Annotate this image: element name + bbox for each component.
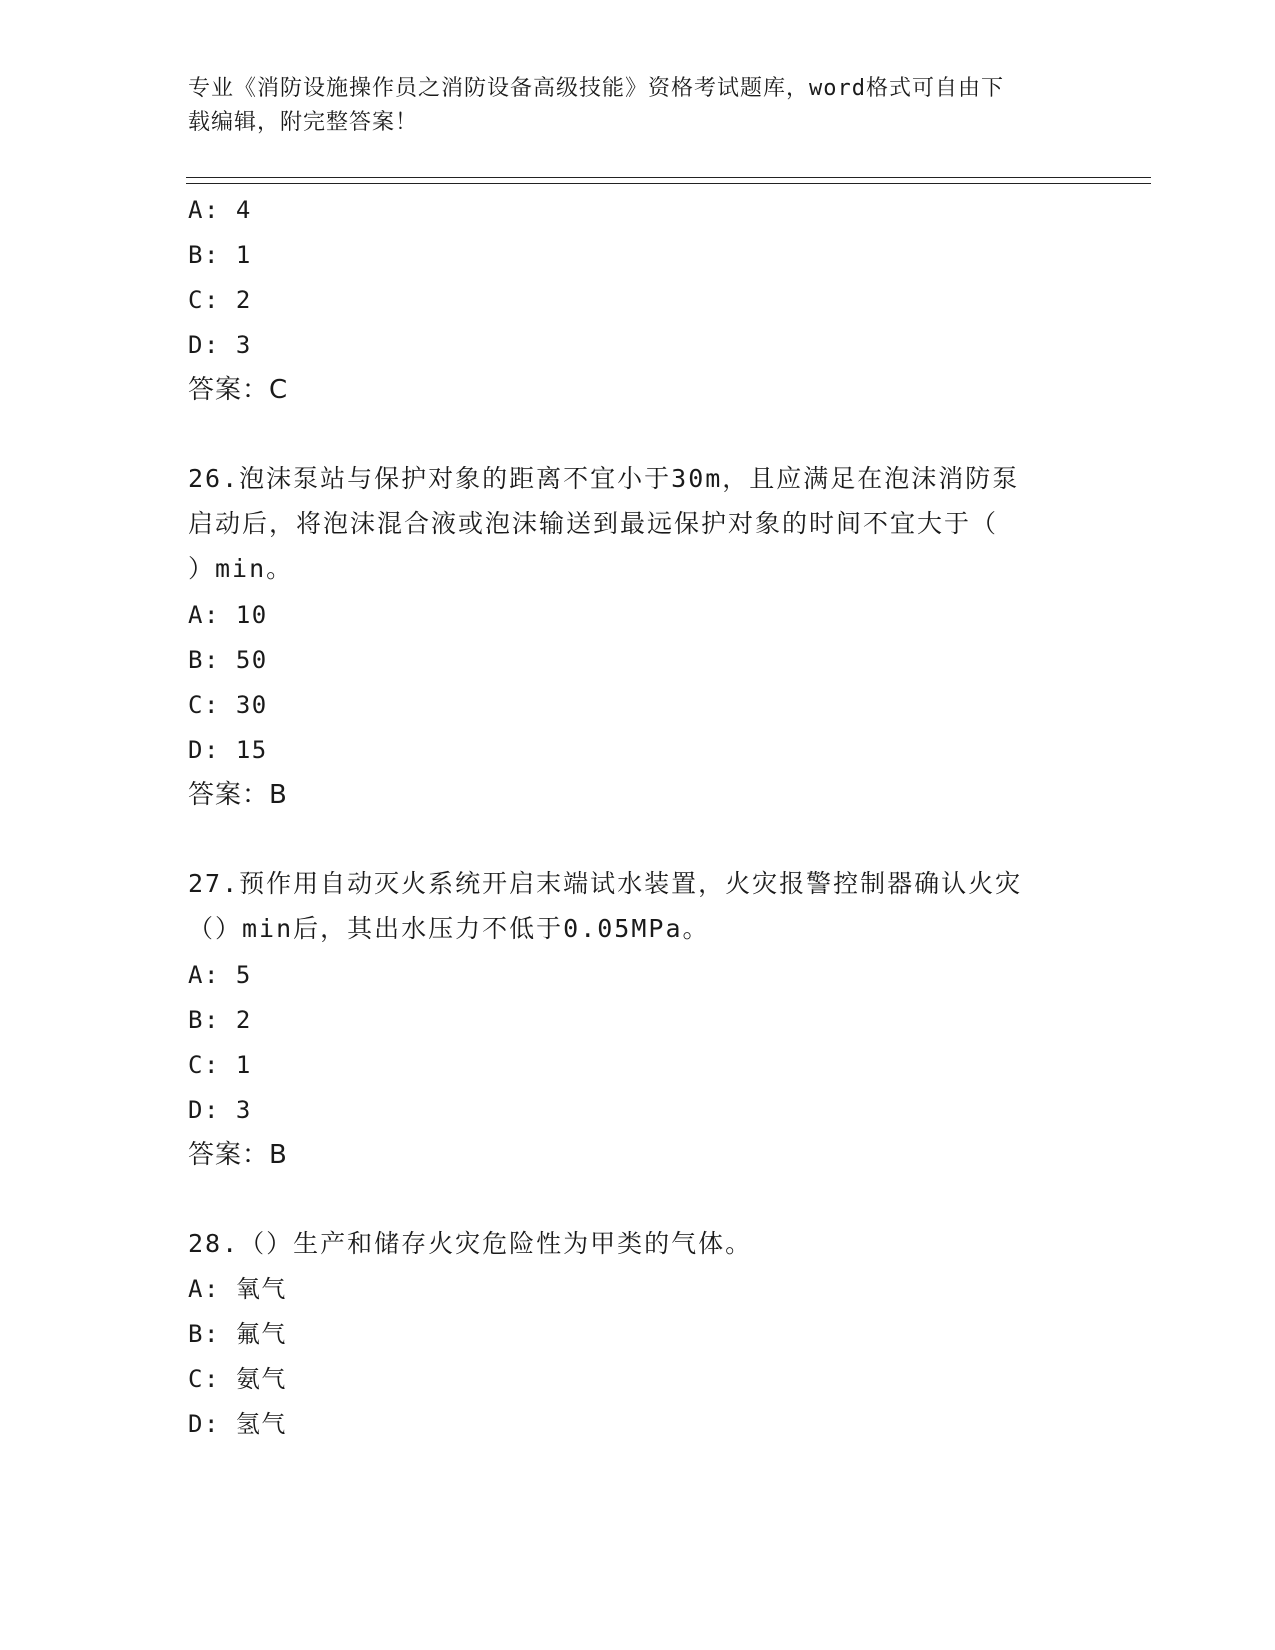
- q27-stem-line-2: （）min后，其出水压力不低于0.05MPa。: [188, 914, 710, 943]
- q26-option-b: B: 50: [188, 646, 268, 674]
- header-line-2: 载编辑，附完整答案！: [188, 110, 419, 135]
- q28-option-c: C: 氨气: [188, 1365, 287, 1393]
- q25-option-a: A: 4: [188, 196, 252, 224]
- q27-option-c: C: 1: [188, 1051, 252, 1079]
- q26-stem-line-2: 启动后，将泡沫混合液或泡沫输送到最远保护对象的时间不宜大于（: [188, 509, 999, 538]
- q26-stem-line-3: ）min。: [188, 554, 294, 583]
- header-divider-top: [186, 177, 1151, 178]
- q28-option-b: B: 氟气: [188, 1320, 287, 1348]
- q26-option-c: C: 30: [188, 691, 268, 719]
- q27-option-b: B: 2: [188, 1006, 252, 1034]
- q26-option-d: D: 15: [188, 736, 268, 764]
- q27-option-d: D: 3: [188, 1096, 252, 1124]
- q25-option-b: B: 1: [188, 241, 252, 269]
- q25-option-c: C: 2: [188, 286, 252, 314]
- document-header: [188, 72, 1088, 140]
- q26-stem-line-1: 26.泡沫泵站与保护对象的距离不宜小于30m，且应满足在泡沫消防泵: [188, 464, 1020, 493]
- q27-option-a: A: 5: [188, 961, 252, 989]
- q28-stem-line-1: 28.（）生产和储存火灾危险性为甲类的气体。: [188, 1229, 753, 1258]
- q25-option-d: D: 3: [188, 331, 252, 359]
- q26-option-a: A: 10: [188, 601, 268, 629]
- q27-answer: 答案：B: [188, 1140, 288, 1170]
- header-divider-bottom: [186, 183, 1151, 184]
- header-line-1: 专业《消防设施操作员之消防设备高级技能》资格考试题库，word格式可自由下: [188, 76, 1004, 101]
- q27-stem-line-1: 27.预作用自动灭火系统开启末端试水装置，火灾报警控制器确认火灾: [188, 869, 1023, 898]
- q28-option-a: A: 氧气: [188, 1275, 287, 1303]
- q28-option-d: D: 氢气: [188, 1410, 287, 1438]
- q25-answer: 答案：C: [188, 375, 289, 405]
- q26-answer: 答案：B: [188, 780, 288, 810]
